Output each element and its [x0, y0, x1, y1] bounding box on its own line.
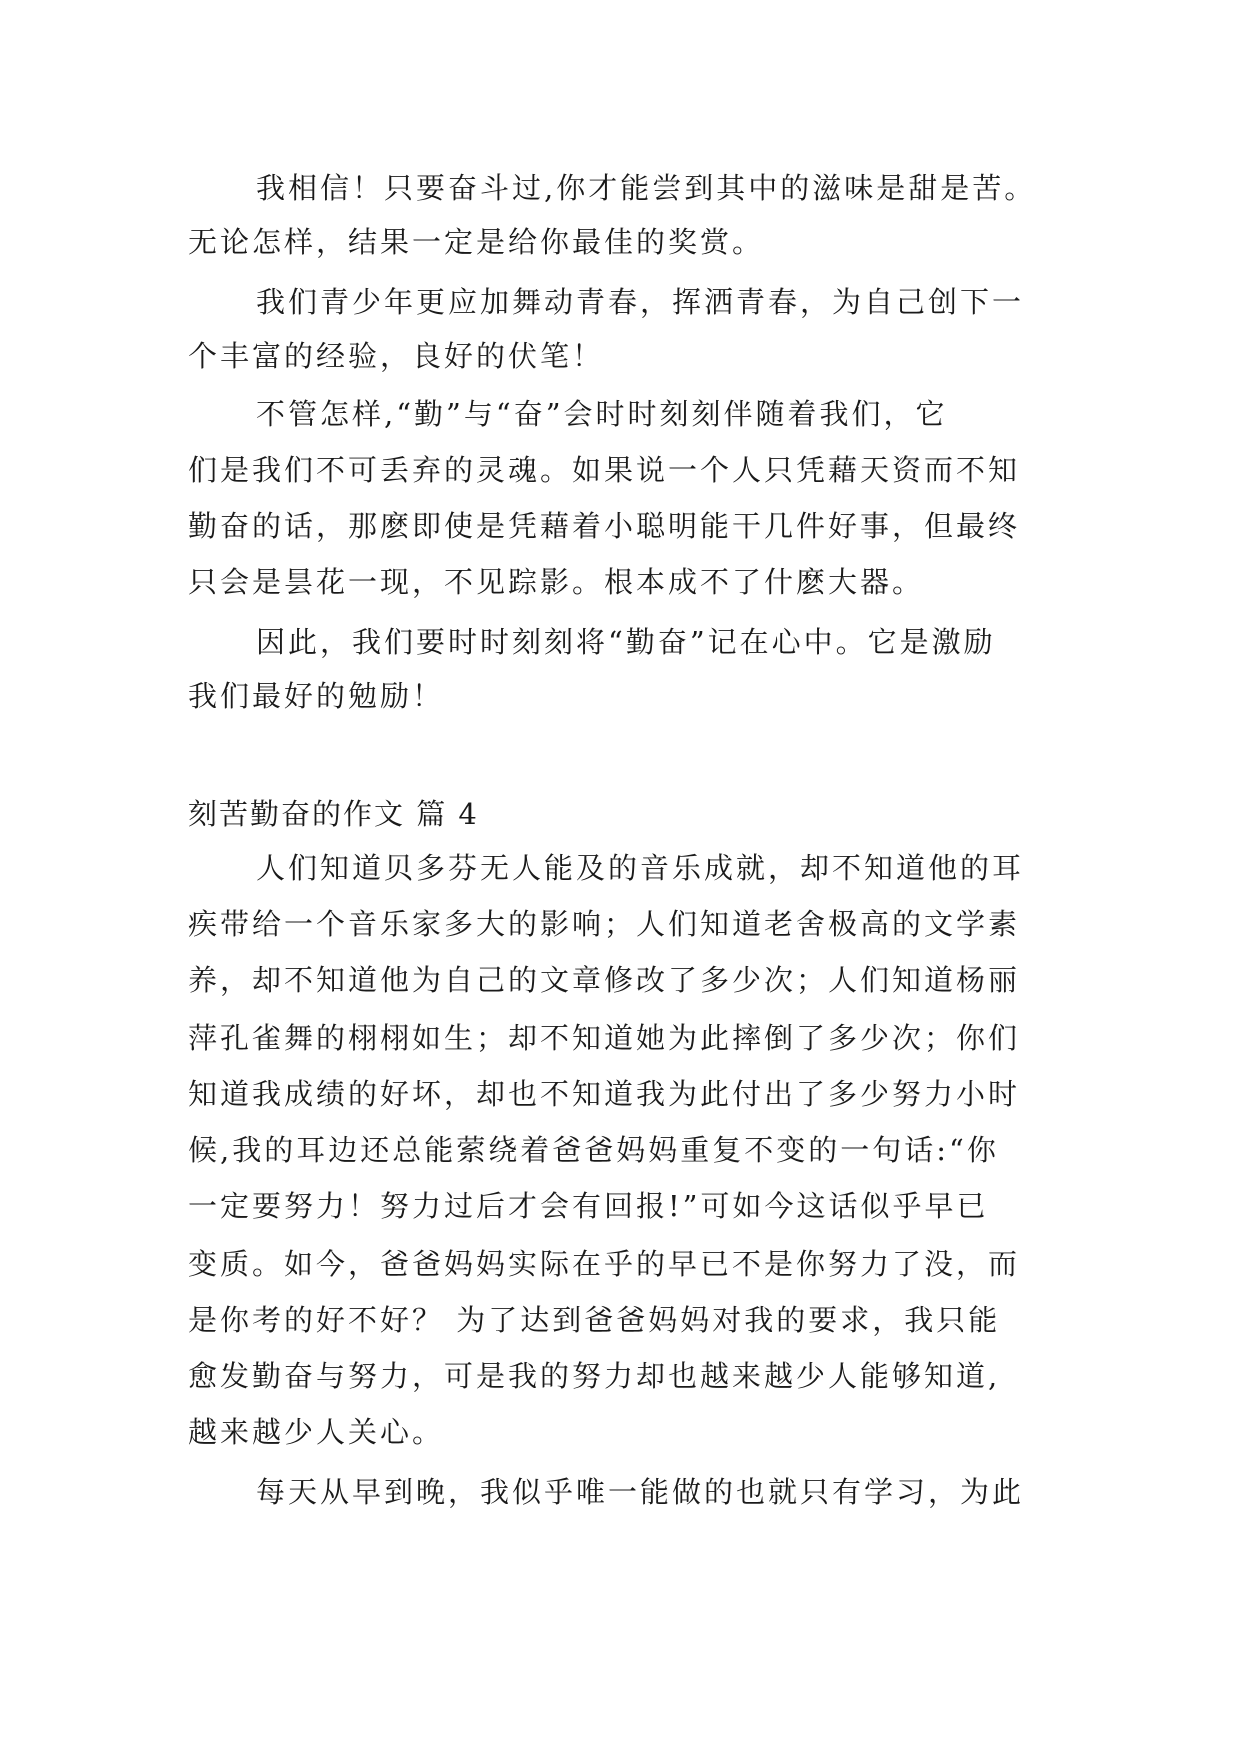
paragraph-line: 候,我的耳边还总能萦绕着爸爸妈妈重复不变的一句话:“你 [188, 1133, 999, 1167]
paragraph-line: 不管怎样,“勤”与“奋”会时时刻刻伴随着我们，它 [256, 397, 948, 431]
paragraph-line: 萍孔雀舞的栩栩如生；却不知道她为此摔倒了多少次；你们 [188, 1021, 1021, 1055]
paragraph-line: 愈发勤奋与努力，可是我的努力却也越来越少人能够知道, [188, 1359, 1001, 1393]
paragraph-line: 人们知道贝多芬无人能及的音乐成就，却不知道他的耳 [256, 851, 1025, 885]
paragraph-line: 因此，我们要时时刻刻将“勤奋”记在心中。它是激励 [256, 625, 996, 659]
paragraph-line: 一定要努力！努力过后才会有回报!”可如今这话似乎早已 [188, 1189, 989, 1223]
paragraph-line: 疾带给一个音乐家多大的影响；人们知道老舍极高的文学素 [188, 907, 1021, 941]
paragraph-line: 是你考的好不好？ 为了达到爸爸妈妈对我的要求，我只能 [188, 1303, 1001, 1337]
paragraph-line: 养，却不知道他为自己的文章修改了多少次；人们知道杨丽 [188, 963, 1021, 997]
section-heading: 刻苦勤奋的作文 篇 4 [188, 797, 479, 831]
paragraph-line: 我们青少年更应加舞动青春，挥洒青春，为自己创下一 [256, 285, 1025, 319]
paragraph-line: 我相信！只要奋斗过,你才能尝到其中的滋味是甜是苦。 [256, 171, 1037, 205]
paragraph-line: 勤奋的话，那麽即使是凭藉着小聪明能干几件好事，但最终 [188, 509, 1021, 543]
paragraph-line: 每天从早到晚，我似乎唯一能做的也就只有学习，为此 [256, 1475, 1025, 1509]
paragraph-line: 无论怎样，结果一定是给你最佳的奖赏。 [188, 225, 765, 259]
paragraph-line: 个丰富的经验，良好的伏笔！ [188, 339, 605, 373]
paragraph-line: 只会是昙花一现，不见踪影。根本成不了什麽大器。 [188, 565, 925, 599]
paragraph-line: 越来越少人关心。 [188, 1415, 445, 1449]
paragraph-line: 们是我们不可丢弃的灵魂。如果说一个人只凭藉天资而不知 [188, 453, 1021, 487]
paragraph-line: 知道我成绩的好坏，却也不知道我为此付出了多少努力小时 [188, 1077, 1021, 1111]
paragraph-line: 变质。如今，爸爸妈妈实际在乎的早已不是你努力了没，而 [188, 1247, 1021, 1281]
paragraph-line: 我们最好的勉励！ [188, 679, 445, 713]
